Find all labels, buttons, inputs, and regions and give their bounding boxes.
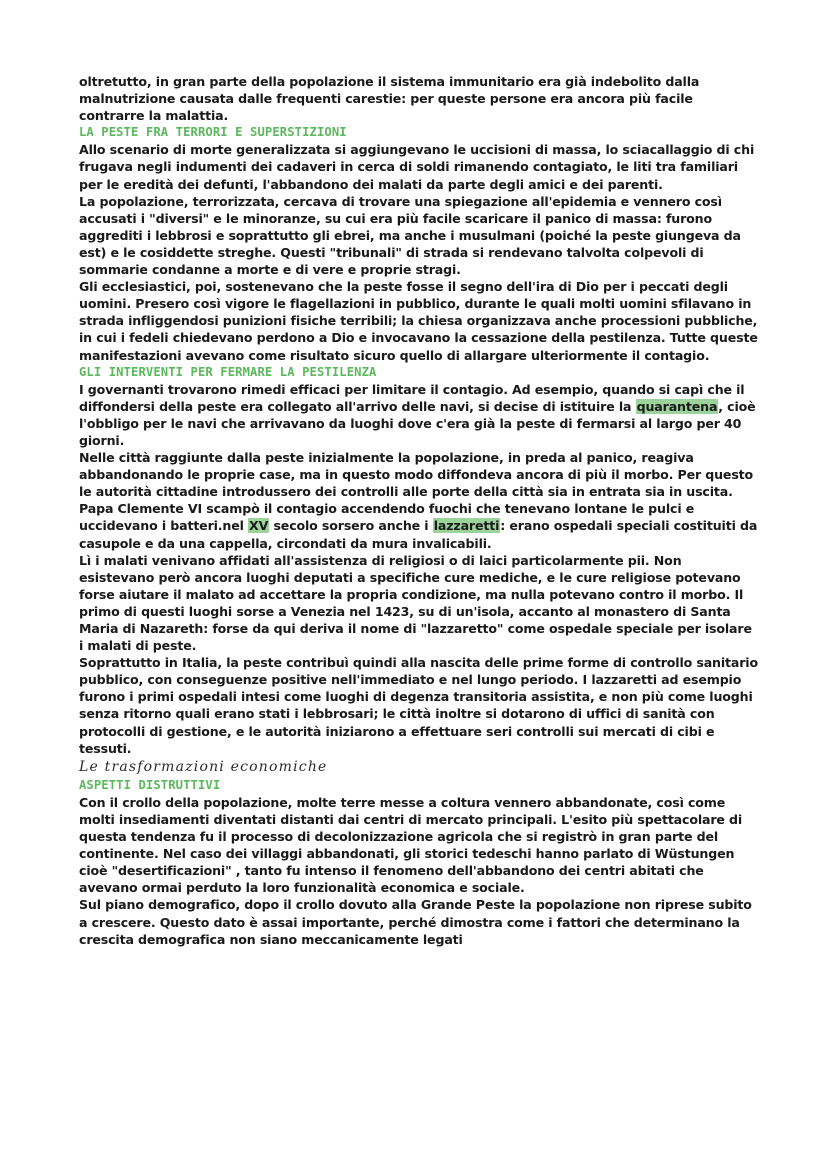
- paragraph-citta: Nelle città raggiunte dalla peste inizialmente la popolazione, in preda al panico, reagiva abbandonando le proprie case, ma in questo modo diffondeva ancora di più il morbo. Per questo le autorità cittadine introdussero dei controlli alle porte della città sia in entrata sia in uscita.: [79, 450, 754, 500]
- heading-terrori: LA PESTE FRA TERRORI E SUPERSTIZIONI: [79, 125, 347, 140]
- highlight-lazzaretti: lazzaretti: [433, 518, 500, 534]
- text-segment: , cioè l'obbligo per le navi che arrivavano da luoghi dove c'era già la peste di fermarsi al largo per 40 giorni.: [79, 398, 756, 448]
- section-title-trasformazioni: Le trasformazioni economiche: [79, 758, 328, 775]
- text-segment: Papa Clemente VI scampò il contagio accendendo fuochi che tenevano lontane le pulci e uccidevano i batteri.nel: [79, 501, 695, 534]
- paragraph-ecclesiastici: Gli ecclesiastici, poi, sostenevano che la peste fosse il segno dell'ira di Dio per i peccati degli uomini. Presero così vigore le flagellazioni in pubblico, durante le quali molti uomini sfilavano in strada infliggendosi punizioni fisiche terribili; la chiesa organizzava anche processioni pubbliche, in cui i fedeli chiedevano perdono a Dio e invocavano la cessazione della pestilenza. Tutte queste manifestazioni avevano come risultato sicuro quello di allargare ulteriormente il contagio.: [79, 279, 758, 363]
- paragraph-malati: Lì i malati venivano affidati all'assistenza di religiosi o di laici particolarmente pii. Non esistevano però ancora luoghi deputati a specifiche cure mediche, e le cure religiose potevano forse aiutare il malato ad accettare la propria condizione, ma nulla potevano contro il morbo. Il primo di questi luoghi sorse a Venezia nel 1423, su di un'isola, accanto al monastero di Santa Maria di Nazareth: forse da qui deriva il nome di "lazzaretto" come ospedale speciale per isolare i malati di peste.: [79, 552, 752, 654]
- highlight-quarantena: quarantena: [636, 398, 718, 414]
- text-segment: : erano ospedali speciali costituiti da casupole e da una cappella, circondati da mura invalicabili.: [79, 518, 758, 551]
- paragraph-quarantena: [79, 381, 758, 449]
- paragraph-clemente: [79, 500, 758, 551]
- paragraph-crollo: Con il crollo della popolazione, molte terre messe a coltura vennero abbandonate, così come molti insediamenti diventati distanti dai centri di mercato principali. L'esito più spettacolare di questa tendenza fu il processo di decolonizzazione agricola che si registrò in gran parte del continente. Nel caso dei villaggi abbandonati, gli storici tedeschi hanno parlato di Wüstungen cioè "desertificazioni" , tanto fu intenso il fenomeno dell'abbandono dei centri abitati che avevano ormai perduto la loro funzionalità economica e sociale.: [79, 794, 743, 896]
- highlight-xv: XV: [249, 518, 269, 534]
- paragraph-controllo-sanitario: Soprattutto in Italia, la peste contribuì quindi alla nascita delle prime forme di controllo sanitario pubblico, con conseguenze positive nell'immediato e nel lungo periodo. I lazzaretti ad esempio furono i primi ospedali intesi come luoghi di degenza transitoria assistita, e non più come luoghi senza ritorno quali erano stati i lebbrosari; le città inoltre si dotarono di uffici di sanità con protocolli di gestione, e le autorità iniziarono a effettuare seri controlli sui mercati di cibi e tessuti.: [79, 655, 758, 756]
- paragraph-popolazione: La popolazione, terrorizzata, cercava di trovare una spiegazione all'epidemia e vennero così accusati i "diversi" e le minoranze, su cui era più facile scaricare il panico di massa: furono aggrediti i lebbrosi e soprattutto gli ebrei, ma anche i musulmani (poiché la peste giungeva da est) e le cosiddette streghe. Questi "tribunali" di strada si rendevano talvolta colpevoli di sommarie condanne a morte e di vere e proprie stragi.: [79, 193, 741, 278]
- paragraph-scenario: Allo scenario di morte generalizzata si aggiungevano le uccisioni di massa, lo sciacallaggio di chi frugava negli indumenti dei cadaveri in cerca di soldi rimanendo contagiato, le liti tra familiari per le eredità dei defunti, l'abbandono dei malati da parte degli amici e dei parenti.: [79, 142, 755, 192]
- heading-interventi: GLI INTERVENTI PER FERMARE LA PESTILENZA: [79, 364, 377, 379]
- text-segment: secolo sorsero anche i: [269, 518, 433, 534]
- text-segment: I governanti trovarono rimedi efficaci per limitare il contagio. Ad esempio, quando si capì che il diffondersi della peste era collegato all'arrivo delle navi, si decise di istituire la: [79, 381, 745, 414]
- heading-aspetti-distruttivi: ASPETTI DISTRUTTIVI: [79, 777, 221, 792]
- paragraph-demografico: Sul piano demografico, dopo il crollo dovuto alla Grande Peste la popolazione non riprese subito a crescere. Questo dato è assai importante, perché dimostra come i fattori che determinano la crescita demografica non siano meccanicamente legati: [79, 897, 752, 947]
- intro-paragraph: oltretutto, in gran parte della popolazione il sistema immunitario era già indebolito dalla malnutrizione causata dalle frequenti carestie: per queste persone era ancora più facile contrarre la malattia.: [79, 74, 700, 124]
